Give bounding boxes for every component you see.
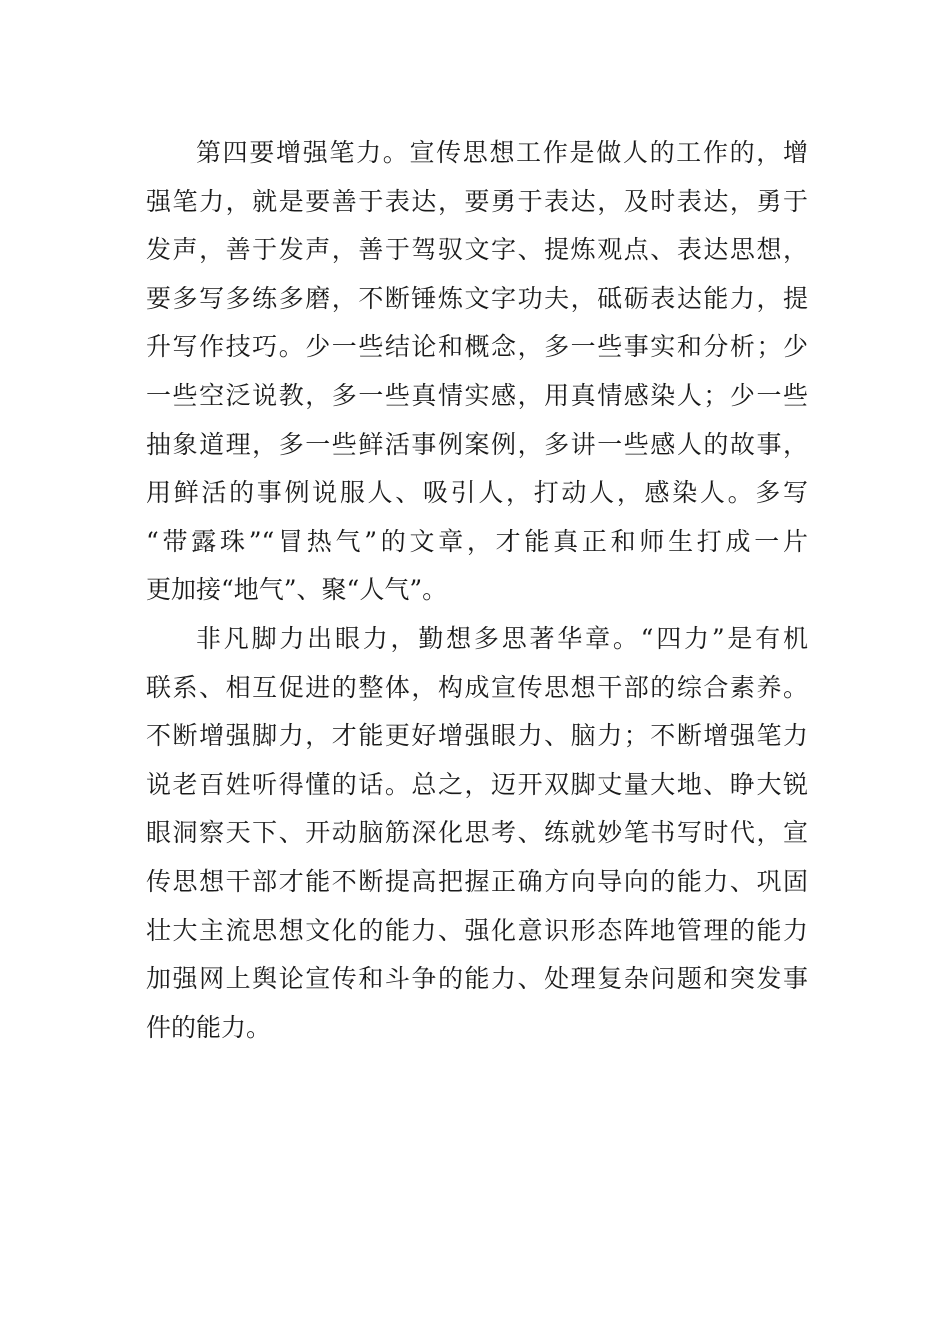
paragraph-line: 抽象道理，多一些鲜活事例案例，多讲一些感人的故事， xyxy=(146,429,808,459)
paragraph-line: 一些空泛说教，多一些真情实感，用真情感染人；少一些 xyxy=(146,380,808,410)
paragraph-line: 非凡脚力出眼力，勤想多思著华章。“四力”是有机 xyxy=(196,623,808,653)
paragraph-line: 传思想干部才能不断提高把握正确方向导向的能力、巩固 xyxy=(146,866,808,896)
paragraph-line: 不断增强脚力，才能更好增强眼力、脑力；不断增强笔力 xyxy=(146,721,808,751)
paragraph-line: 壮大主流思想文化的能力、强化意识形态阵地管理的能力 xyxy=(146,915,808,945)
paragraph-line: 更加接“地气”、聚“人气”。 xyxy=(146,575,448,605)
paragraph-line: 强笔力，就是要善于表达，要勇于表达，及时表达，勇于 xyxy=(146,186,808,216)
paragraph-line: 说老百姓听得懂的话。总之，迈开双脚丈量大地、睁大锐 xyxy=(146,769,808,799)
paragraph-line: 升写作技巧。少一些结论和概念，多一些事实和分析；少 xyxy=(146,332,808,362)
paragraph-line: 发声，善于发声，善于驾驭文字、提炼观点、表达思想， xyxy=(146,235,808,265)
paragraph-line: 件的能力。 xyxy=(146,1012,272,1042)
paragraph-line: 第四要增强笔力。宣传思想工作是做人的工作的，增 xyxy=(196,138,808,167)
body-text xyxy=(146,129,808,1052)
paragraph-line: “带露珠”“冒热气”的文章，才能真正和师生打成一片 xyxy=(146,526,808,556)
paragraph-line: 用鲜活的事例说服人、吸引人，打动人，感染人。多写 xyxy=(146,478,808,508)
paragraph-1 xyxy=(146,129,808,615)
paragraph-line: 要多写多练多磨，不断锤炼文字功夫，砥砺表达能力，提 xyxy=(146,283,808,313)
paragraph-line: 眼洞察天下、开动脑筋深化思考、练就妙笔书写时代，宣 xyxy=(146,818,808,848)
paragraph-2 xyxy=(146,615,808,1052)
paragraph-line: 联系、相互促进的整体，构成宣传思想干部的综合素养。 xyxy=(146,672,808,702)
paragraph-line: 加强网上舆论宣传和斗争的能力、处理复杂问题和突发事 xyxy=(146,964,808,994)
